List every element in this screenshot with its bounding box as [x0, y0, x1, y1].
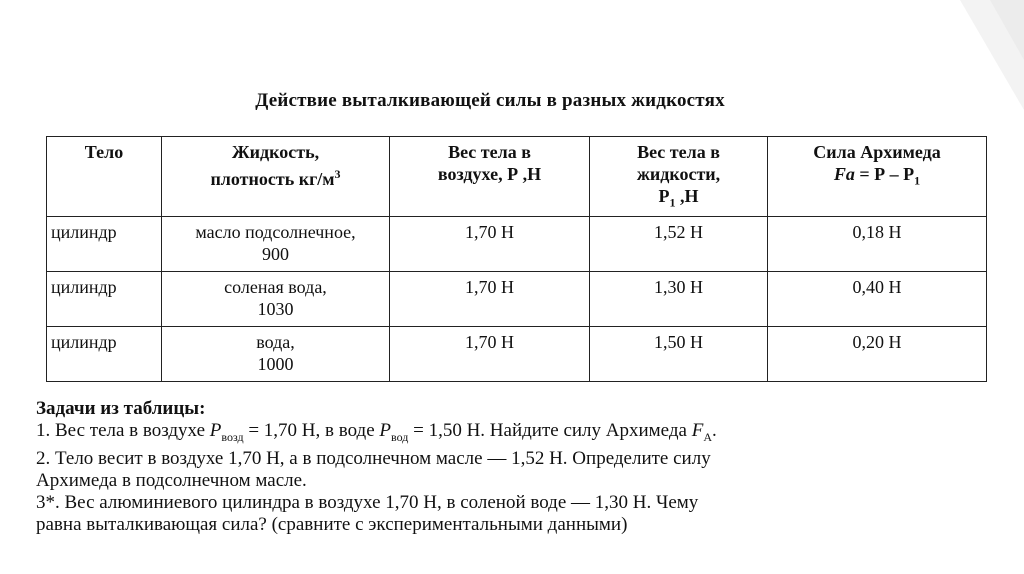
header-archimedes-force: Сила Архимеда $Fa = Р - Р_1$: [768, 137, 987, 217]
table-row: [47, 216, 987, 271]
table-header-row: [47, 137, 987, 217]
cell-weight-air: 1,70 Н: [390, 271, 590, 326]
task-3: 3*. Вес алюминиевого цилиндра в воздухе 1,70 Н, в соленой воде — 1,30 Н. Чему равна выталкивающая сила? (сравните с экспериментальными данными): [36, 491, 699, 535]
cell-body: цилиндр: [47, 326, 162, 381]
cell-body: цилиндр: [47, 271, 162, 326]
cell-liquid: вода, 1000: [162, 326, 390, 381]
cell-weight-liquid: 1,50 Н: [590, 326, 768, 381]
table-row: [47, 271, 987, 326]
cell-archimedes-force: 0,20 Н: [768, 326, 987, 381]
task-1: 1. Вес тела в воздухе $Р_{возд} = 1,70$ Н, в воде $Р_{вод} = 1,50$ Н. Найдите силу Архимеда $F_А$.: [36, 420, 717, 444]
table-row: [47, 326, 987, 381]
header-body: Тело: [47, 137, 162, 217]
header-liquid: Жидкость, плотность $кг/м^3$: [162, 137, 390, 217]
cell-liquid: соленая вода, 1030: [162, 271, 390, 326]
tasks-heading: Задачи из таблицы:: [36, 398, 206, 419]
cell-archimedes-force: 0,18 Н: [768, 216, 987, 271]
cell-body: цилиндр: [47, 216, 162, 271]
cell-archimedes-force: 0,40 Н: [768, 271, 987, 326]
header-weight-liquid: Вес тела в жидкости, $Р_1$ ,Н: [590, 137, 768, 217]
data-table: [46, 136, 987, 382]
cell-weight-air: 1,70 Н: [390, 216, 590, 271]
cell-weight-liquid: 1,52 Н: [590, 216, 768, 271]
header-weight-air: Вес тела в воздухе, Р ,Н: [390, 137, 590, 217]
task-2: 2. Тело весит в воздухе 1,70 Н, а в подсолнечном масле — 1,52 Н. Определите силу Архимеда в подсолнечном масле.: [36, 447, 711, 491]
page-title: Действие выталкивающей силы в разных жидкостях: [255, 90, 725, 111]
cell-liquid: масло подсолнечное, 900: [162, 216, 390, 271]
cell-weight-liquid: 1,30 Н: [590, 271, 768, 326]
tasks-section: [36, 398, 996, 536]
cell-weight-air: 1,70 Н: [390, 326, 590, 381]
